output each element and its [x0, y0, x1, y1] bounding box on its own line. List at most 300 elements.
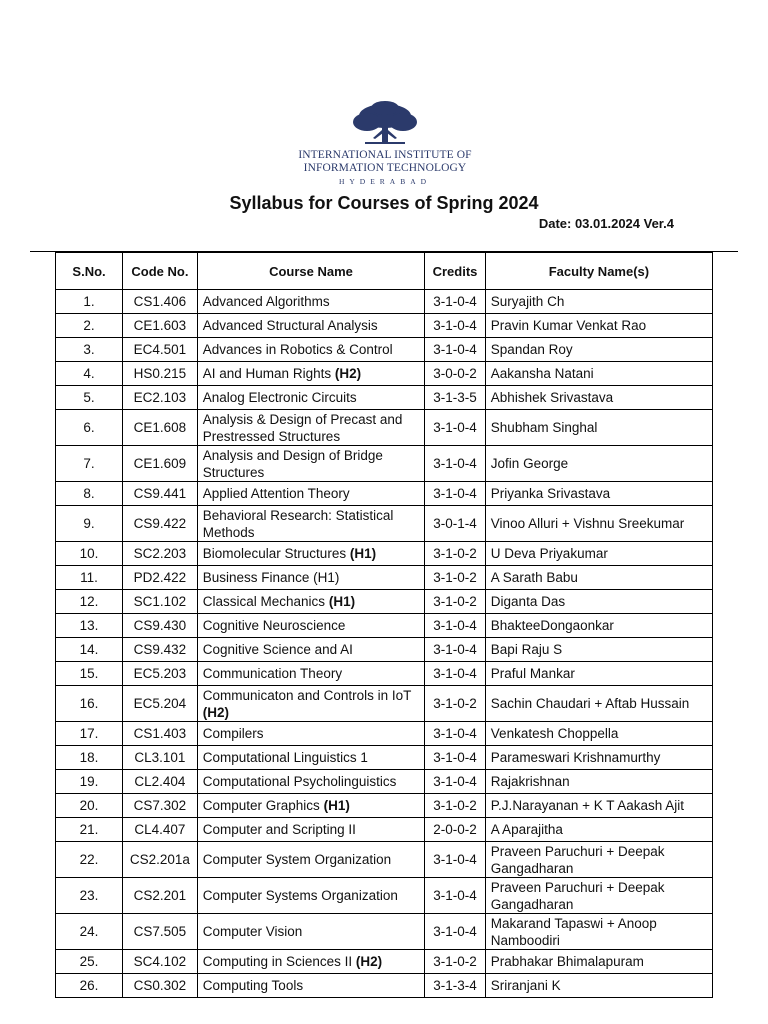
cell-sno	[56, 842, 123, 878]
cell-credits-text: 3-1-0-2	[433, 570, 477, 585]
cell-faculty	[485, 542, 712, 566]
table-row	[56, 338, 713, 362]
cell-credits-text: 3-1-0-4	[433, 420, 477, 435]
cell-course-name-text: Computational Linguistics 1	[202, 750, 368, 765]
institute-logo	[290, 100, 480, 192]
cell-faculty	[485, 506, 712, 542]
cell-faculty-text: Praveen Paruchuri + Deepak Gangadharan	[490, 879, 665, 912]
cell-sno	[56, 482, 123, 506]
cell-credits-text: 3-1-0-2	[433, 546, 477, 561]
cell-course-name	[197, 686, 424, 722]
cell-sno	[56, 542, 123, 566]
cell-sno	[56, 566, 123, 590]
cell-sno-text: 21.	[79, 822, 99, 837]
cell-course-name-text: Computer System Organization	[202, 852, 392, 867]
cell-sno-text: 3.	[83, 342, 95, 357]
cell-sno	[56, 974, 123, 998]
cell-code	[123, 662, 198, 686]
cell-faculty-text: Diganta Das	[490, 594, 566, 609]
cell-credits	[425, 542, 486, 566]
table-row	[56, 290, 713, 314]
cell-code-text: CE1.603	[133, 318, 187, 333]
cell-faculty	[485, 314, 712, 338]
cell-faculty-text: Abhishek Srivastava	[490, 390, 614, 405]
cell-faculty-text: P.J.Narayanan + K T Aakash Ajit	[490, 798, 685, 813]
cell-course-name	[197, 974, 424, 998]
cell-faculty-text: Suryajith Ch	[490, 294, 565, 309]
cell-sno-text: 15.	[79, 666, 99, 681]
cell-faculty-text: BhakteeDongaonkar	[490, 618, 614, 633]
cell-code-text: EC4.501	[133, 342, 187, 357]
table-row	[56, 590, 713, 614]
table-row	[56, 410, 713, 446]
cell-code	[123, 770, 198, 794]
cell-credits-text: 3-1-0-4	[433, 726, 477, 741]
cell-sno	[56, 722, 123, 746]
cell-sno	[56, 662, 123, 686]
cell-code	[123, 566, 198, 590]
cell-course-name	[197, 746, 424, 770]
cell-credits-text: 3-1-0-4	[433, 642, 477, 657]
cell-code-text: CS1.406	[133, 294, 187, 309]
cell-course-name	[197, 614, 424, 638]
cell-faculty-text: Makarand Tapaswi + Anoop Namboodiri	[490, 915, 657, 948]
table-row	[56, 818, 713, 842]
cell-faculty-text: Bapi Raju S	[490, 642, 563, 657]
cell-course-name-text: Computer Vision	[202, 924, 303, 939]
cell-credits	[425, 914, 486, 950]
cell-credits	[425, 410, 486, 446]
cell-sno-text: 12.	[79, 594, 99, 609]
cell-code-text: SC2.203	[133, 546, 187, 561]
cell-sno-text: 11.	[80, 570, 98, 585]
table-row	[56, 314, 713, 338]
cell-sno	[56, 686, 123, 722]
cell-code-text: CS2.201a	[129, 852, 190, 867]
cell-course-name	[197, 566, 424, 590]
cell-sno-text: 13.	[79, 618, 99, 633]
cell-code-text: SC4.102	[133, 954, 187, 969]
course-table-body	[56, 290, 713, 998]
cell-faculty-text: Spandan Roy	[490, 342, 573, 357]
cell-faculty	[485, 878, 712, 914]
header-sno: S.No.	[56, 253, 123, 290]
cell-code-text: SC1.102	[133, 594, 187, 609]
cell-credits	[425, 638, 486, 662]
cell-sno	[56, 746, 123, 770]
cell-code	[123, 794, 198, 818]
cell-credits	[425, 362, 486, 386]
cell-faculty	[485, 794, 712, 818]
cell-course-name-text: Analysis & Design of Precast and Prestressed Structures	[202, 411, 403, 444]
cell-faculty-text: Rajakrishnan	[490, 774, 570, 789]
cell-sno-text: 8.	[83, 486, 95, 501]
table-row	[56, 842, 713, 878]
cell-course-name	[197, 638, 424, 662]
course-table	[55, 252, 713, 998]
cell-code	[123, 410, 198, 446]
cell-faculty	[485, 566, 712, 590]
cell-code	[123, 614, 198, 638]
cell-code-text: CL3.101	[134, 750, 186, 765]
cell-sno	[56, 338, 123, 362]
cell-faculty-text: Priyanka Srivastava	[490, 486, 611, 501]
cell-credits-text: 3-1-0-4	[433, 852, 477, 867]
table-row	[56, 746, 713, 770]
cell-sno-text: 7.	[83, 456, 95, 471]
cell-course-name	[197, 950, 424, 974]
cell-course-name	[197, 482, 424, 506]
cell-code-text: EC2.103	[133, 390, 187, 405]
table-row	[56, 482, 713, 506]
cell-credits	[425, 818, 486, 842]
document-date: Date: 03.01.2024 Ver.4	[538, 216, 674, 231]
table-row	[56, 770, 713, 794]
cell-course-name	[197, 386, 424, 410]
cell-credits-text: 3-1-0-4	[433, 318, 477, 333]
cell-faculty	[485, 842, 712, 878]
cell-code	[123, 722, 198, 746]
cell-faculty	[485, 386, 712, 410]
cell-course-name	[197, 506, 424, 542]
cell-credits-text: 3-1-0-4	[433, 888, 477, 903]
cell-sno-text: 22.	[79, 852, 99, 867]
cell-credits-text: 3-1-0-4	[433, 774, 477, 789]
cell-code	[123, 590, 198, 614]
cell-credits	[425, 290, 486, 314]
course-half-tag: (H1)	[349, 546, 377, 561]
institute-city: HYDERABAD	[338, 177, 432, 186]
cell-credits	[425, 590, 486, 614]
cell-course-name-text: Advances in Robotics & Control	[202, 342, 393, 357]
cell-sno-text: 5.	[83, 390, 95, 405]
cell-course-name	[197, 722, 424, 746]
cell-sno-text: 6.	[83, 420, 95, 435]
cell-faculty-text: Shubham Singhal	[490, 420, 598, 435]
cell-code	[123, 290, 198, 314]
cell-credits	[425, 446, 486, 482]
cell-code-text: CS9.430	[133, 618, 187, 633]
cell-code	[123, 338, 198, 362]
table-row	[56, 542, 713, 566]
institute-name-line1: INTERNATIONAL INSTITUTE OF	[298, 149, 472, 161]
cell-code-text: EC5.204	[133, 696, 187, 711]
header-course-name: Course Name	[197, 253, 424, 290]
table-row	[56, 950, 713, 974]
cell-sno	[56, 914, 123, 950]
cell-code	[123, 542, 198, 566]
cell-credits-text: 3-1-0-2	[433, 696, 477, 711]
cell-course-name-text: Cognitive Science and AI	[202, 642, 353, 657]
cell-credits	[425, 662, 486, 686]
table-row	[56, 614, 713, 638]
cell-course-name	[197, 878, 424, 914]
table-row	[56, 878, 713, 914]
cell-credits-text: 3-0-1-4	[433, 516, 477, 531]
header-code: Code No.	[123, 253, 198, 290]
cell-sno-text: 20.	[79, 798, 99, 813]
cell-code	[123, 818, 198, 842]
cell-credits	[425, 506, 486, 542]
table-row	[56, 386, 713, 410]
cell-credits	[425, 794, 486, 818]
cell-faculty	[485, 818, 712, 842]
cell-code-text: CS7.302	[133, 798, 187, 813]
cell-code-text: CE1.609	[133, 456, 187, 471]
cell-course-name-text: Communicaton and Controls in IoT	[202, 687, 412, 703]
cell-faculty-text: Praveen Paruchuri + Deepak Gangadharan	[490, 843, 665, 876]
cell-credits-text: 3-1-3-4	[433, 978, 477, 993]
cell-code-text: HS0.215	[133, 366, 187, 381]
cell-faculty-text: U Deva Priyakumar	[490, 546, 608, 561]
cell-code	[123, 914, 198, 950]
cell-faculty-text: Prabhakar Bhimalapuram	[490, 954, 644, 969]
cell-course-name-text: Analysis and Design of Bridge Structures	[202, 447, 383, 480]
table-row	[56, 362, 713, 386]
header-faculty: Faculty Name(s)	[485, 253, 712, 290]
cell-code	[123, 686, 198, 722]
cell-code-text: CL2.404	[134, 774, 186, 789]
table-row	[56, 638, 713, 662]
cell-course-name-text: Advanced Structural Analysis	[202, 318, 378, 333]
cell-course-name-text: Biomolecular Structures	[202, 546, 347, 561]
cell-credits-text: 2-0-0-2	[433, 822, 477, 837]
cell-course-name	[197, 290, 424, 314]
cell-sno	[56, 878, 123, 914]
cell-credits	[425, 386, 486, 410]
cell-sno	[56, 446, 123, 482]
cell-credits-text: 3-1-0-4	[433, 486, 477, 501]
cell-course-name-text: Compilers	[202, 726, 264, 741]
cell-credits-text: 3-1-0-2	[433, 954, 477, 969]
cell-sno-text: 16.	[79, 696, 99, 711]
cell-faculty	[485, 410, 712, 446]
cell-sno-text: 23.	[79, 888, 99, 903]
cell-sno	[56, 506, 123, 542]
cell-faculty-text: Aakansha Natani	[490, 366, 594, 381]
cell-faculty-text: Jofin George	[490, 456, 569, 471]
course-half-tag: (H2)	[202, 704, 230, 720]
institute-name-line2: INFORMATION TECHNOLOGY	[303, 162, 467, 174]
cell-course-name-text: Analog Electronic Circuits	[202, 390, 357, 405]
course-half-tag: (H2)	[355, 954, 383, 969]
cell-course-name-text: Classical Mechanics	[202, 594, 326, 609]
cell-credits-text: 3-1-0-2	[433, 798, 477, 813]
cell-credits	[425, 686, 486, 722]
cell-sno	[56, 818, 123, 842]
cell-credits	[425, 314, 486, 338]
cell-faculty-text: Sriranjani K	[490, 978, 561, 993]
table-row	[56, 446, 713, 482]
cell-faculty-text: Pravin Kumar Venkat Rao	[490, 318, 647, 333]
cell-sno	[56, 638, 123, 662]
cell-credits-text: 3-1-0-4	[433, 750, 477, 765]
cell-sno	[56, 362, 123, 386]
cell-sno	[56, 386, 123, 410]
cell-code-text: CS1.403	[133, 726, 187, 741]
cell-sno	[56, 794, 123, 818]
cell-faculty	[485, 722, 712, 746]
cell-course-name	[197, 818, 424, 842]
course-half-tag: (H1)	[328, 594, 356, 609]
cell-credits	[425, 338, 486, 362]
cell-code-text: CS9.441	[133, 486, 187, 501]
cell-credits	[425, 566, 486, 590]
cell-course-name	[197, 794, 424, 818]
cell-course-name-text: Advanced Algorithms	[202, 294, 330, 309]
cell-faculty	[485, 974, 712, 998]
cell-sno	[56, 290, 123, 314]
tree-logo-icon	[345, 100, 425, 148]
cell-faculty-text: Parameswari Krishnamurthy	[490, 750, 661, 765]
cell-course-name-text: Computer Graphics	[202, 798, 320, 813]
page-title: Syllabus for Courses of Spring 2024	[229, 193, 539, 213]
cell-sno-text: 17.	[79, 726, 99, 741]
table-row	[56, 914, 713, 950]
cell-sno	[56, 770, 123, 794]
cell-credits	[425, 482, 486, 506]
cell-code-text: CS2.201	[133, 888, 187, 903]
cell-credits	[425, 722, 486, 746]
cell-sno	[56, 314, 123, 338]
cell-faculty	[485, 914, 712, 950]
cell-faculty	[485, 590, 712, 614]
cell-sno	[56, 410, 123, 446]
cell-code	[123, 842, 198, 878]
cell-course-name-text: Applied Attention Theory	[202, 486, 350, 501]
cell-faculty	[485, 482, 712, 506]
cell-faculty	[485, 950, 712, 974]
cell-sno-text: 18.	[79, 750, 99, 765]
cell-sno-text: 10.	[79, 546, 99, 561]
cell-credits-text: 3-1-0-4	[433, 618, 477, 633]
cell-faculty	[485, 362, 712, 386]
table-row	[56, 506, 713, 542]
cell-code	[123, 482, 198, 506]
cell-sno-text: 24.	[79, 924, 99, 939]
cell-code-text: CS9.422	[133, 516, 187, 531]
table-row	[56, 566, 713, 590]
cell-course-name	[197, 542, 424, 566]
cell-code-text: CS7.505	[133, 924, 187, 939]
cell-course-name	[197, 314, 424, 338]
header-credits: Credits	[425, 253, 486, 290]
cell-sno-text: 2.	[83, 318, 95, 333]
cell-faculty	[485, 686, 712, 722]
cell-credits-text: 3-1-3-5	[433, 390, 477, 405]
cell-faculty	[485, 638, 712, 662]
cell-code	[123, 446, 198, 482]
cell-credits	[425, 974, 486, 998]
cell-course-name-text: Behavioral Research: Statistical Methods	[202, 507, 394, 540]
cell-credits	[425, 614, 486, 638]
cell-sno-text: 1.	[83, 294, 95, 309]
cell-course-name	[197, 662, 424, 686]
cell-credits-text: 3-1-0-4	[433, 924, 477, 939]
cell-credits	[425, 878, 486, 914]
cell-code	[123, 878, 198, 914]
cell-credits-text: 3-1-0-4	[433, 342, 477, 357]
table-row	[56, 794, 713, 818]
cell-sno-text: 19.	[79, 774, 99, 789]
table-row	[56, 662, 713, 686]
cell-course-name-text: Computer Systems Organization	[202, 888, 398, 903]
table-header-row	[56, 253, 713, 290]
cell-faculty-text: A Aparajitha	[490, 822, 563, 837]
cell-credits	[425, 842, 486, 878]
cell-faculty	[485, 446, 712, 482]
cell-course-name-text: Business Finance (H1)	[202, 570, 340, 585]
cell-code	[123, 638, 198, 662]
cell-sno-text: 25.	[79, 954, 99, 969]
cell-faculty-text: A Sarath Babu	[490, 570, 578, 585]
table-row	[56, 686, 713, 722]
cell-course-name-text: Computational Psycholinguistics	[202, 774, 397, 789]
cell-faculty-text: Praful Mankar	[490, 666, 575, 681]
cell-sno-text: 9.	[83, 516, 95, 531]
cell-faculty	[485, 746, 712, 770]
cell-code	[123, 506, 198, 542]
cell-credits	[425, 746, 486, 770]
cell-credits-text: 3-1-0-4	[433, 456, 477, 471]
cell-course-name	[197, 590, 424, 614]
cell-code-text: CE1.608	[133, 420, 187, 435]
cell-sno-text: 26.	[79, 978, 99, 993]
cell-sno	[56, 590, 123, 614]
course-half-tag: (H2)	[334, 366, 362, 381]
cell-sno	[56, 950, 123, 974]
cell-course-name	[197, 446, 424, 482]
cell-course-name	[197, 362, 424, 386]
cell-code-text: CL4.407	[134, 822, 186, 837]
cell-faculty	[485, 770, 712, 794]
cell-credits-text: 3-1-0-4	[433, 294, 477, 309]
cell-faculty-text: Vinoo Alluri + Vishnu Sreekumar	[490, 516, 685, 531]
cell-course-name-text: Computer and Scripting II	[202, 822, 356, 837]
cell-credits-text: 3-1-0-4	[433, 666, 477, 681]
cell-credits	[425, 950, 486, 974]
cell-faculty	[485, 614, 712, 638]
cell-sno-text: 14.	[79, 642, 99, 657]
cell-faculty-text: Sachin Chaudari + Aftab Hussain	[490, 696, 690, 711]
cell-course-name-text: Computing Tools	[202, 978, 304, 993]
cell-faculty	[485, 290, 712, 314]
cell-course-name	[197, 914, 424, 950]
cell-sno	[56, 614, 123, 638]
cell-code	[123, 314, 198, 338]
cell-code	[123, 386, 198, 410]
cell-credits-text: 3-1-0-2	[433, 594, 477, 609]
cell-code	[123, 746, 198, 770]
cell-course-name-text: Computing in Sciences II	[202, 954, 353, 969]
cell-course-name-text: Cognitive Neuroscience	[202, 618, 346, 633]
cell-code	[123, 362, 198, 386]
cell-credits-text: 3-0-0-2	[433, 366, 477, 381]
cell-course-name	[197, 338, 424, 362]
table-row	[56, 722, 713, 746]
cell-code-text: EC5.203	[133, 666, 187, 681]
cell-faculty	[485, 338, 712, 362]
cell-course-name	[197, 842, 424, 878]
table-row	[56, 974, 713, 998]
cell-faculty	[485, 662, 712, 686]
cell-sno-text: 4.	[83, 366, 95, 381]
cell-code	[123, 950, 198, 974]
cell-code-text: CS0.302	[133, 978, 187, 993]
cell-course-name	[197, 410, 424, 446]
cell-code-text: PD2.422	[133, 570, 187, 585]
cell-credits	[425, 770, 486, 794]
